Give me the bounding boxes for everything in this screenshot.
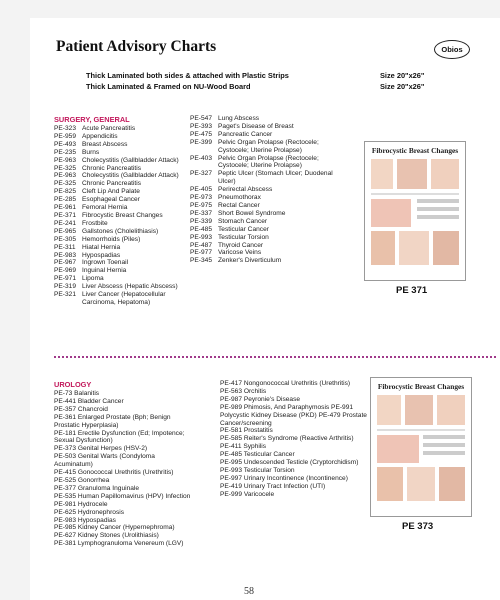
item-code: PE-975 bbox=[190, 201, 212, 209]
item-code: PE-993 bbox=[190, 233, 212, 241]
item-code: PE-311 bbox=[54, 243, 76, 251]
chart-thumbnail-pe373 bbox=[370, 377, 472, 517]
item-name: Pancreatic Cancer bbox=[218, 130, 273, 138]
item-name: Testicular Cancer bbox=[218, 225, 269, 233]
item-code: PE-967 bbox=[54, 259, 76, 267]
list-item bbox=[190, 170, 340, 186]
item-name: Perirectal Abscess bbox=[218, 186, 273, 194]
list-item: PE-581 Prostatitis bbox=[220, 427, 273, 435]
list-item bbox=[54, 133, 194, 141]
chart-code-pe371: PE 371 bbox=[396, 285, 428, 296]
surgery-list-right bbox=[190, 115, 340, 265]
item-code: PE-403 bbox=[190, 154, 212, 162]
list-item: PE-181 Erectile Dysfunction (Ed; Impotence; Sexual Dysfunction) bbox=[54, 429, 185, 445]
item-name: Hemorrhoids (Piles) bbox=[82, 235, 141, 243]
item-name: Burns bbox=[82, 148, 100, 156]
item-code: PE-393 bbox=[190, 122, 212, 130]
list-item: PE-503 Genital Warts (Condyloma Acuminatum) bbox=[54, 453, 155, 469]
list-item bbox=[190, 249, 340, 257]
list-item bbox=[190, 202, 340, 210]
item-code: PE-337 bbox=[190, 209, 212, 217]
item-code: PE-493 bbox=[54, 140, 76, 148]
spec-desc-1: Thick Laminated both sides & attached with Plastic Strips bbox=[86, 71, 289, 80]
list-item bbox=[54, 172, 194, 180]
item-code: PE-963 bbox=[54, 172, 76, 180]
item-name: Femoral Hernia bbox=[82, 204, 128, 212]
list-item: PE-381 Lymphogranuloma Venereum (LGV) bbox=[54, 540, 184, 548]
item-code: PE-487 bbox=[190, 241, 212, 249]
list-item bbox=[54, 149, 194, 157]
item-name: Liver Abscess (Hepatic Abscess) bbox=[82, 283, 178, 291]
urology-heading: UROLOGY bbox=[54, 380, 92, 389]
list-item bbox=[190, 115, 340, 123]
item-name: Chronic Pancreatitis bbox=[82, 180, 142, 188]
item-name: Ingrown Toenail bbox=[82, 259, 129, 267]
list-item: PE-995 Undescended Testicle (Cryptorchidism) bbox=[220, 459, 359, 467]
chart-thumbnail-pe371 bbox=[364, 141, 466, 281]
item-name: Pelvic Organ Prolapse (Rectocele; Cystocele; Uterine Prolapse) bbox=[218, 154, 319, 170]
list-item bbox=[54, 165, 194, 173]
surgery-heading: SURGERY, GENERAL bbox=[54, 115, 130, 124]
item-name: Stomach Cancer bbox=[218, 217, 268, 225]
item-code: PE-371 bbox=[54, 211, 76, 219]
urology-list-right bbox=[220, 380, 370, 499]
item-code: PE-339 bbox=[190, 217, 212, 225]
item-name: Acute Pancreatitis bbox=[82, 125, 136, 132]
list-item: PE-985 Kidney Cancer (Hypernephroma) bbox=[54, 524, 175, 532]
list-item bbox=[190, 226, 340, 234]
item-code: PE-965 bbox=[54, 227, 76, 235]
item-name: Pneumothorax bbox=[218, 194, 261, 202]
spec-size-2: Size 20"x26" bbox=[380, 82, 425, 91]
list-item bbox=[190, 234, 340, 242]
list-item: PE-441 Bladder Cancer bbox=[54, 397, 124, 405]
breast-chart-illustration bbox=[371, 391, 471, 509]
section-divider bbox=[54, 356, 496, 358]
list-item bbox=[54, 125, 194, 133]
item-code: PE-327 bbox=[190, 170, 212, 178]
list-item: PE-415 Gonococcal Urethritis (Urethritis) bbox=[54, 469, 174, 477]
item-name: Peptic Ulcer (Stomach Ulcer; Duodenal Ulcer) bbox=[218, 170, 333, 186]
item-code: PE-825 bbox=[54, 188, 76, 196]
list-item: PE-485 Testicular Cancer bbox=[220, 451, 295, 459]
list-item: PE-999 Varicocele bbox=[220, 490, 275, 498]
item-name: Pelvic Organ Prolapse (Rectocele; Cystocele; Uterine Prolapse) bbox=[218, 138, 319, 154]
breast-chart-illustration bbox=[365, 155, 465, 273]
item-name: Gallstones (Cholelithiasis) bbox=[82, 227, 159, 235]
item-name: Varicose Veins bbox=[218, 249, 262, 257]
spec-desc-2: Thick Laminated & Framed on NU-Wood Board bbox=[86, 82, 251, 91]
item-name: Fibrocystic Breast Changes bbox=[82, 211, 163, 219]
list-item: PE-373 Genital Herpes (HSV-2) bbox=[54, 445, 148, 453]
list-item: PE-361 Enlarged Prostate (Bph; Benign Prostatic Hyperplasia) bbox=[54, 413, 171, 429]
item-name: Breast Abscess bbox=[82, 140, 128, 148]
item-code: PE-325 bbox=[54, 164, 76, 172]
list-item bbox=[190, 186, 340, 194]
list-item: PE-983 Hypospadias bbox=[54, 516, 116, 524]
list-item: PE-357 Chancroid bbox=[54, 405, 108, 413]
item-name: Inguinal Hernia bbox=[82, 267, 127, 275]
item-code: PE-323 bbox=[54, 125, 76, 132]
list-item: PE-377 Granuloma Inguinale bbox=[54, 484, 140, 492]
list-item bbox=[54, 252, 194, 260]
item-code: PE-977 bbox=[190, 249, 212, 257]
item-name: Paget's Disease of Breast bbox=[218, 122, 294, 130]
list-item bbox=[54, 267, 194, 275]
surgery-list-left bbox=[54, 115, 194, 307]
list-item bbox=[54, 141, 194, 149]
item-name: Appendicitis bbox=[82, 132, 118, 140]
list-item: PE-981 Hydrocele bbox=[54, 500, 108, 508]
list-item: PE-411 Syphilis bbox=[220, 443, 267, 451]
item-code: PE-971 bbox=[54, 275, 76, 283]
list-item bbox=[54, 259, 194, 267]
item-name: Testicular Torsion bbox=[218, 233, 269, 241]
item-code: PE-241 bbox=[54, 219, 76, 227]
spec-size-1: Size 20"x26" bbox=[380, 71, 425, 80]
list-item: PE-563 Orchitis bbox=[220, 387, 267, 395]
item-name: Cholecystitis (Gallbladder Attack) bbox=[82, 156, 179, 164]
urology-list-left bbox=[54, 380, 194, 548]
page-title: Patient Advisory Charts bbox=[56, 38, 217, 55]
list-item bbox=[190, 155, 340, 171]
item-name: Short Bowel Syndrome bbox=[218, 209, 286, 217]
item-name: Cholecystitis (Gallbladder Attack) bbox=[82, 172, 179, 180]
page-number: 58 bbox=[244, 586, 254, 597]
item-code: PE-963 bbox=[54, 156, 76, 164]
list-item: PE-989 Phimosis, And Paraphymosis PE-991 Polycystic Kidney Disease (PKD) PE-479 Prostate Cancer/screening bbox=[220, 403, 367, 427]
list-item bbox=[190, 210, 340, 218]
list-item bbox=[54, 204, 194, 212]
list-item bbox=[54, 220, 194, 228]
item-code: PE-959 bbox=[54, 132, 76, 140]
item-code: PE-321 bbox=[54, 291, 76, 299]
item-name: Esophageal Cancer bbox=[82, 196, 140, 204]
item-name: Thyroid Cancer bbox=[218, 241, 264, 249]
item-code: PE-319 bbox=[54, 283, 76, 291]
list-item: PE-585 Reiter's Syndrome (Reactive Arthritis) bbox=[220, 435, 354, 443]
list-item bbox=[54, 157, 194, 165]
list-item: PE-993 Testicular Torsion bbox=[220, 466, 295, 474]
list-item bbox=[190, 242, 340, 250]
chart-title: Fibrocystic Breast Changes bbox=[371, 146, 459, 155]
list-item bbox=[190, 139, 340, 155]
item-name: Rectal Cancer bbox=[218, 201, 260, 209]
item-code: PE-961 bbox=[54, 204, 76, 212]
item-name: Frostbite bbox=[82, 219, 108, 227]
list-item: PE-525 Gonorrhea bbox=[54, 476, 110, 484]
list-item: PE-535 Human Papillomavirus (HPV) Infection bbox=[54, 492, 191, 500]
chart-title: Fibrocystic Breast Changes bbox=[377, 382, 465, 391]
list-item bbox=[190, 123, 340, 131]
item-code: PE-973 bbox=[190, 194, 212, 202]
item-code: PE-983 bbox=[54, 251, 76, 259]
item-code: PE-399 bbox=[190, 138, 212, 146]
item-code: PE-485 bbox=[190, 225, 212, 233]
item-code: PE-325 bbox=[54, 180, 76, 188]
list-item: PE-987 Peyronie's Disease bbox=[220, 395, 301, 403]
chart-code-pe373: PE 373 bbox=[402, 521, 434, 532]
list-item bbox=[54, 291, 194, 307]
list-item bbox=[190, 218, 340, 226]
item-code: PE-547 bbox=[190, 115, 212, 122]
page bbox=[30, 18, 500, 600]
item-name: Lung Abscess bbox=[218, 115, 260, 122]
item-code: PE-475 bbox=[190, 130, 212, 138]
list-item bbox=[190, 194, 340, 202]
item-name: Hypospadias bbox=[82, 251, 121, 259]
item-name: Chronic Pancreatitis bbox=[82, 164, 142, 172]
item-code: PE-405 bbox=[190, 186, 212, 194]
list-item bbox=[54, 188, 194, 196]
list-item: PE-417 Nongonococcal Urethritis (Urethritis) bbox=[220, 380, 351, 387]
list-item bbox=[190, 257, 340, 265]
list-item bbox=[54, 275, 194, 283]
list-item: PE-73 Balanitis bbox=[54, 390, 100, 397]
list-item bbox=[54, 180, 194, 188]
item-name: Cleft Lip And Palate bbox=[82, 188, 140, 196]
list-item: PE-627 Kidney Stones (Urolithiasis) bbox=[54, 532, 159, 540]
item-name: Zenker's Diverticulum bbox=[218, 257, 282, 265]
item-name: Hiatal Hernia bbox=[82, 243, 121, 251]
item-name: Liver Cancer (Hepatocellular Carcinoma, Hepatoma) bbox=[82, 291, 166, 306]
brand-logo: Obios bbox=[434, 40, 470, 59]
list-item bbox=[54, 212, 194, 220]
list-item: PE-997 Urinary Incontinence (Incontinence) bbox=[220, 474, 348, 482]
list-item bbox=[54, 283, 194, 291]
item-code: PE-285 bbox=[54, 196, 76, 204]
list-item bbox=[54, 228, 194, 236]
list-item bbox=[190, 131, 340, 139]
item-code: PE-305 bbox=[54, 235, 76, 243]
list-item bbox=[54, 244, 194, 252]
item-code: PE-235 bbox=[54, 148, 76, 156]
item-code: PE-969 bbox=[54, 267, 76, 275]
list-item: PE-625 Hydronephrosis bbox=[54, 508, 125, 516]
list-item bbox=[54, 236, 194, 244]
item-code: PE-345 bbox=[190, 257, 212, 265]
list-item: PE-419 Urinary Tract Infection (UTI) bbox=[220, 482, 326, 490]
list-item bbox=[54, 196, 194, 204]
item-name: Lipoma bbox=[82, 275, 104, 283]
